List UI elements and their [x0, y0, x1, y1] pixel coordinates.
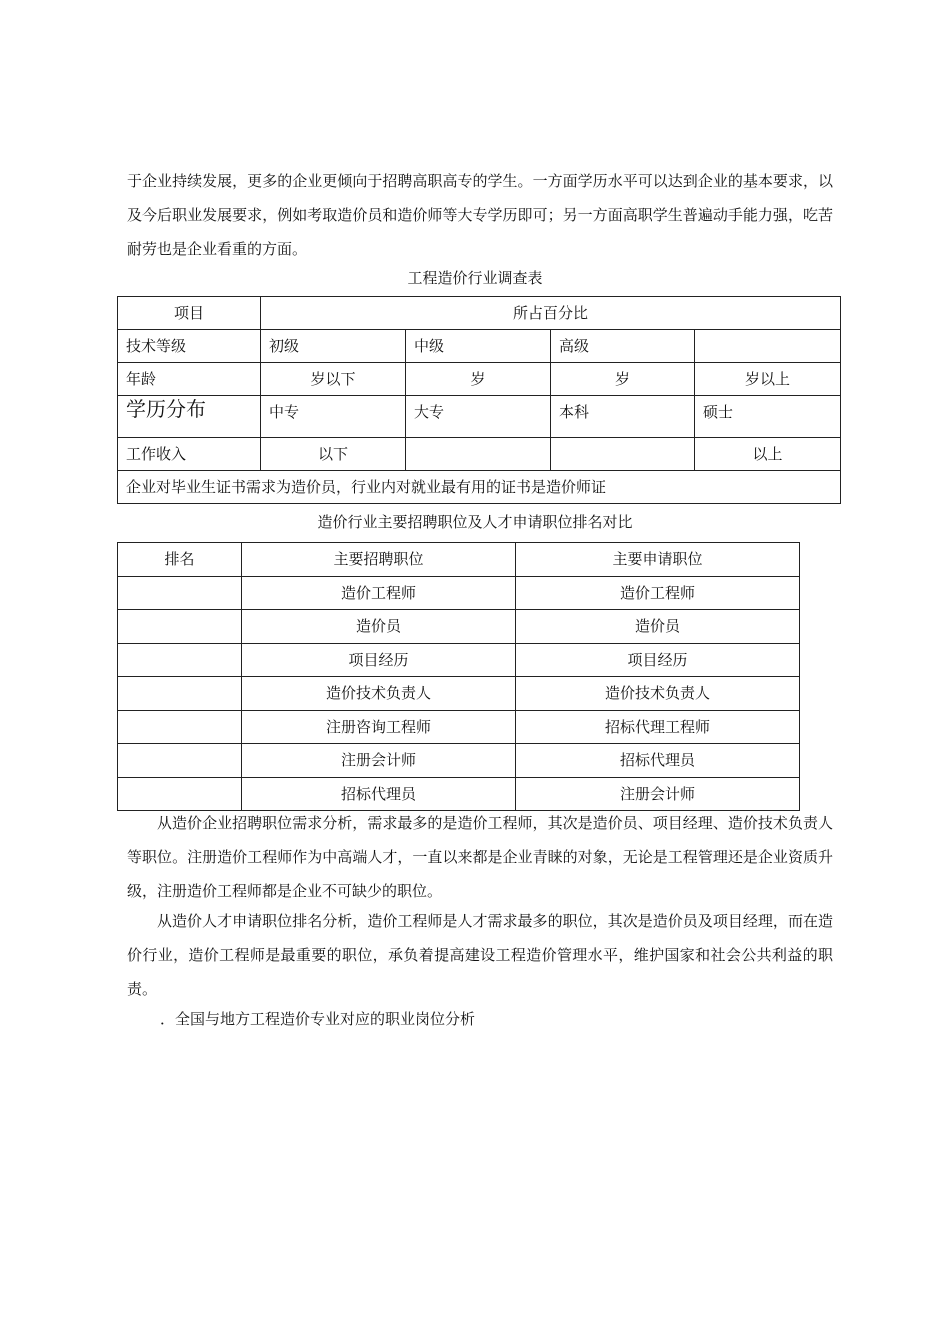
- table1-caption: 工程造价行业调查表: [407, 269, 543, 287]
- rank-cell: [118, 610, 242, 644]
- table-cell: 中级: [406, 330, 551, 363]
- application-analysis-paragraph: 从造价人才申请职位排名分析，造价工程师是人才需求最多的职位，其次是造价员及项目经理，而在造价行业，造价工程师是最重要的职位，承负着提高建设工程造价管理水平，维护国家和社会公共利益的职责。: [127, 912, 833, 998]
- apply-cell: 造价工程师: [516, 576, 800, 610]
- table-row: [118, 744, 800, 778]
- table-row: [118, 363, 841, 396]
- apply-cell: 注册会计师: [516, 777, 800, 811]
- table-footer: 企业对毕业生证书需求为造价员，行业内对就业最有用的证书是造价师证: [118, 471, 841, 504]
- recruitment-analysis-paragraph: 从造价企业招聘职位需求分析，需求最多的是造价工程师，其次是造价员、项目经理、造价技术负责人等职位。注册造价工程师作为中高端人才，一直以来都是企业青睐的对象，无论是工程管理还是企业资质升级，注册造价工程师都是企业不可缺少的职位。: [127, 814, 833, 900]
- table-cell: 初级: [261, 330, 406, 363]
- table-cell: 岁: [406, 363, 551, 396]
- table-cell: [551, 438, 695, 471]
- table-cell: 硕士: [695, 396, 841, 438]
- table-cell: 以下: [261, 438, 406, 471]
- rank-cell: [118, 744, 242, 778]
- recruit-cell: 造价技术负责人: [242, 677, 516, 711]
- intro-paragraph: 于企业持续发展，更多的企业更倾向于招聘高职高专的学生。一方面学历水平可以达到企业的基本要求，以及今后职业发展要求，例如考取造价员和造价师等大专学历即可；另一方面高职学生普遍动手能力强，吃苦耐劳也是企业看重的方面。: [127, 172, 833, 258]
- apply-cell: 招标代理工程师: [516, 710, 800, 744]
- rank-cell: [118, 677, 242, 711]
- table-row: [118, 396, 841, 438]
- table-cell: 以上: [695, 438, 841, 471]
- recruit-cell: 造价工程师: [242, 576, 516, 610]
- apply-cell: 造价技术负责人: [516, 677, 800, 711]
- row-label: 工作收入: [118, 438, 261, 471]
- table-cell: 中专: [261, 396, 406, 438]
- table2-caption: 造价行业主要招聘职位及人才申请职位排名对比: [317, 513, 633, 531]
- header-rank: 排名: [118, 543, 242, 577]
- apply-cell: 招标代理员: [516, 744, 800, 778]
- table-cell: 本科: [551, 396, 695, 438]
- recruit-cell: 项目经历: [242, 643, 516, 677]
- table-cell: 岁: [551, 363, 695, 396]
- row-label: 学历分布: [118, 396, 261, 438]
- table-row: [118, 576, 800, 610]
- row-label: 年龄: [118, 363, 261, 396]
- table-row: [118, 677, 800, 711]
- industry-survey-table: [117, 296, 841, 504]
- header-percent: 所占百分比: [261, 297, 841, 330]
- table-row: [118, 330, 841, 363]
- header-recruit: 主要招聘职位: [242, 543, 516, 577]
- table-row: [118, 610, 800, 644]
- section-heading: ．全国与地方工程造价专业对应的职业岗位分析: [160, 1010, 476, 1028]
- header-apply: 主要申请职位: [516, 543, 800, 577]
- recruit-cell: 注册咨询工程师: [242, 710, 516, 744]
- table-cell: 高级: [551, 330, 695, 363]
- table-cell: [695, 330, 841, 363]
- rank-cell: [118, 576, 242, 610]
- table-header-row: [118, 543, 800, 577]
- table-row: [118, 297, 841, 330]
- rank-cell: [118, 710, 242, 744]
- recruit-cell: 招标代理员: [242, 777, 516, 811]
- rank-cell: [118, 643, 242, 677]
- table-cell: [406, 438, 551, 471]
- position-ranking-table: [117, 542, 800, 811]
- recruit-cell: 注册会计师: [242, 744, 516, 778]
- table-row: [118, 710, 800, 744]
- header-item: 项目: [118, 297, 261, 330]
- table-cell: 岁以下: [261, 363, 406, 396]
- table-cell: 大专: [406, 396, 551, 438]
- table-row: [118, 438, 841, 471]
- recruit-cell: 造价员: [242, 610, 516, 644]
- table-row: [118, 471, 841, 504]
- apply-cell: 项目经历: [516, 643, 800, 677]
- table-cell: 岁以上: [695, 363, 841, 396]
- row-label: 技术等级: [118, 330, 261, 363]
- apply-cell: 造价员: [516, 610, 800, 644]
- table-row: [118, 643, 800, 677]
